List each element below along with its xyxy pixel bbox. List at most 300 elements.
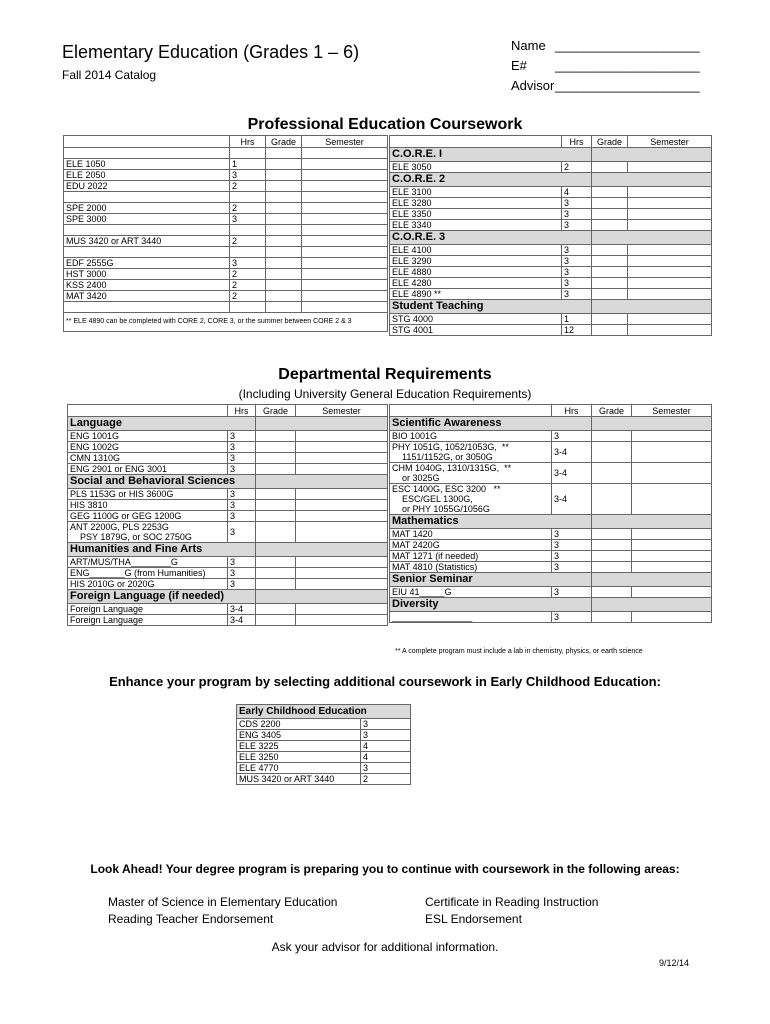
semester-cell[interactable]	[302, 214, 388, 225]
grade-cell[interactable]	[592, 187, 628, 198]
hours-cell: 3	[228, 453, 256, 464]
grade-cell[interactable]	[592, 540, 632, 551]
table-row	[390, 431, 712, 442]
section-blank	[592, 300, 712, 314]
course-cell	[68, 442, 228, 453]
semester-cell[interactable]	[628, 325, 712, 336]
semester-cell[interactable]	[296, 511, 388, 522]
course-cell	[390, 209, 562, 220]
semester-cell[interactable]	[632, 587, 712, 598]
col-grade: Grade	[266, 136, 302, 148]
course-cell	[68, 500, 228, 511]
hours-cell: 3	[552, 431, 592, 442]
course-cell	[390, 551, 552, 562]
table-row	[390, 540, 712, 551]
section-header	[390, 148, 712, 162]
table-row	[64, 258, 388, 269]
semester-cell[interactable]	[628, 209, 712, 220]
col-grade: Grade	[592, 136, 628, 148]
semester-cell[interactable]	[302, 236, 388, 247]
table-row	[237, 719, 411, 730]
table-row	[64, 291, 388, 302]
semester-cell[interactable]	[296, 522, 388, 543]
semester-cell[interactable]	[628, 187, 712, 198]
section-title: Scientific Awareness	[390, 417, 592, 431]
semester-cell[interactable]	[632, 540, 712, 551]
course-name: HST 3000	[66, 269, 107, 279]
grade-cell[interactable]	[256, 604, 296, 615]
table-row	[68, 604, 388, 615]
catalog-year: Fall 2014 Catalog	[62, 68, 157, 82]
hours-cell: 3	[562, 256, 592, 267]
course-cell	[64, 225, 230, 236]
course-name: BIO 1001G	[392, 431, 438, 441]
semester-cell[interactable]	[302, 280, 388, 291]
table-row	[390, 267, 712, 278]
hours-cell	[230, 148, 266, 159]
course-cell	[68, 604, 228, 615]
grade-cell[interactable]	[266, 280, 302, 291]
section-blank	[256, 475, 388, 489]
table-row	[68, 431, 388, 442]
course-cell	[64, 280, 230, 291]
course-cell	[390, 289, 562, 300]
col-semester: Semester	[628, 136, 712, 148]
section-title: Mathematics	[390, 515, 592, 529]
course-cell	[64, 302, 230, 313]
table-row	[237, 774, 411, 785]
course-name: SPE 3000	[66, 214, 107, 224]
course-cell: MUS 3420 or ART 3440	[237, 774, 361, 785]
course-name: MAT 1271 (if needed)	[392, 551, 479, 561]
section-title: Senior Seminar	[390, 573, 592, 587]
course-cell	[64, 159, 230, 170]
hours-cell: 2	[230, 236, 266, 247]
table-header	[390, 405, 712, 417]
grade-cell[interactable]	[592, 431, 632, 442]
course-name: EDF 2555G	[66, 258, 114, 268]
course-name: ESC 1400G, ESC 3200 **	[392, 484, 501, 494]
col-grade: Grade	[592, 405, 632, 417]
table-row	[390, 278, 712, 289]
semester-cell[interactable]	[628, 162, 712, 173]
grade-cell[interactable]	[592, 529, 632, 540]
departmental-subheading: (Including University General Education Requirements)	[238, 387, 532, 401]
course-cell: ELE 3250	[237, 752, 361, 763]
professional-left-table	[63, 135, 388, 332]
semester-cell[interactable]	[632, 442, 712, 463]
course-name: PLS 1153G or HIS 3600G	[70, 489, 174, 499]
course-cell	[68, 489, 228, 500]
section-header	[390, 573, 712, 587]
table-row	[68, 522, 388, 543]
semester-cell[interactable]	[296, 489, 388, 500]
grade-cell[interactable]	[592, 551, 632, 562]
grade-cell[interactable]	[266, 192, 302, 203]
course-cell	[390, 267, 562, 278]
name-field[interactable]	[511, 36, 700, 56]
semester-cell[interactable]	[632, 612, 712, 623]
grade-cell[interactable]	[592, 220, 628, 231]
section-blank	[592, 417, 712, 431]
course-cell	[68, 431, 228, 442]
course-name: PHY 1051G, 1052/1053G, **	[392, 442, 509, 452]
table-row	[390, 484, 712, 515]
grade-cell[interactable]	[592, 289, 628, 300]
section-header	[237, 705, 411, 719]
section-blank	[256, 417, 388, 431]
course-cell	[64, 247, 230, 258]
grade-cell[interactable]	[592, 278, 628, 289]
grade-cell[interactable]	[266, 236, 302, 247]
table-row	[390, 256, 712, 267]
semester-cell[interactable]	[296, 557, 388, 568]
name-label: Name	[511, 38, 546, 53]
course-cell	[390, 442, 552, 463]
semester-cell[interactable]	[296, 464, 388, 475]
course-name: ELE 3340	[392, 220, 432, 230]
grade-cell[interactable]	[266, 214, 302, 225]
table-row	[64, 225, 388, 236]
grade-cell[interactable]	[266, 159, 302, 170]
advisor-label: Advisor	[511, 78, 555, 93]
table-row	[68, 568, 388, 579]
hours-cell: 3	[552, 540, 592, 551]
course-name: ELE 4880	[392, 267, 432, 277]
grade-cell[interactable]	[256, 511, 296, 522]
grade-cell[interactable]	[266, 291, 302, 302]
grade-cell[interactable]	[256, 431, 296, 442]
course-cell	[390, 325, 562, 336]
course-cell	[390, 220, 562, 231]
grade-cell[interactable]	[266, 170, 302, 181]
hours-cell: 3-4	[228, 615, 256, 626]
lookahead-item: Reading Teacher Endorsement	[108, 912, 274, 926]
section-title: C.O.R.E. 3	[390, 231, 592, 245]
course-cell	[68, 557, 228, 568]
course-name: MAT 3420	[66, 291, 107, 301]
table-row	[64, 214, 388, 225]
semester-cell[interactable]	[628, 278, 712, 289]
semester-cell[interactable]	[632, 529, 712, 540]
semester-cell[interactable]	[302, 170, 388, 181]
course-name: ESC/GEL 1300G,	[392, 494, 473, 504]
grade-cell[interactable]	[592, 267, 628, 278]
section-blank	[592, 598, 712, 612]
table-row	[390, 289, 712, 300]
course-name: ________________	[392, 612, 473, 622]
semester-cell[interactable]	[632, 551, 712, 562]
section-title: C.O.R.E. I	[390, 148, 592, 162]
semester-cell[interactable]	[302, 225, 388, 236]
course-name: MAT 1420	[392, 529, 433, 539]
course-name: 1151/1152G, or 3050G	[392, 452, 493, 462]
course-name: Foreign Language	[70, 604, 144, 614]
hours-cell: 12	[562, 325, 592, 336]
semester-cell[interactable]	[302, 291, 388, 302]
enumber-field[interactable]	[511, 56, 700, 76]
course-name: STG 4001	[392, 325, 434, 335]
grade-cell[interactable]	[592, 256, 628, 267]
hours-cell: 3	[230, 214, 266, 225]
course-cell	[390, 187, 562, 198]
section-title: Humanities and Fine Arts	[68, 543, 256, 557]
section-title: C.O.R.E. 2	[390, 173, 592, 187]
table-row	[390, 463, 712, 484]
course-name: or PHY 1055G/1056G	[392, 504, 490, 514]
semester-cell[interactable]	[296, 568, 388, 579]
hours-cell: 3	[228, 568, 256, 579]
col-hrs: Hrs	[228, 405, 256, 417]
course-name: ELE 3350	[392, 209, 432, 219]
hours-cell	[230, 192, 266, 203]
table-row	[64, 181, 388, 192]
grade-cell[interactable]	[592, 245, 628, 256]
hours-cell: 2	[562, 162, 592, 173]
hours-cell: 3-4	[552, 484, 592, 515]
course-name: SPE 2000	[66, 203, 107, 213]
course-cell	[64, 258, 230, 269]
semester-cell[interactable]	[628, 256, 712, 267]
hours-cell: 3	[228, 557, 256, 568]
grade-cell[interactable]	[266, 247, 302, 258]
grade-cell[interactable]	[256, 557, 296, 568]
semester-cell[interactable]	[302, 302, 388, 313]
semester-cell[interactable]	[296, 615, 388, 626]
hours-cell: 2	[361, 774, 411, 785]
hours-cell: 3	[562, 278, 592, 289]
course-name: ELE 3050	[392, 162, 432, 172]
course-cell: ELE 3225	[237, 741, 361, 752]
table-row	[64, 302, 388, 313]
section-blank	[592, 231, 712, 245]
grade-cell[interactable]	[266, 302, 302, 313]
table-row	[64, 148, 388, 159]
table-row	[68, 464, 388, 475]
hours-cell: 2	[230, 280, 266, 291]
departmental-right-table	[389, 404, 712, 623]
section-blank	[592, 148, 712, 162]
semester-cell[interactable]	[628, 267, 712, 278]
semester-cell[interactable]	[296, 431, 388, 442]
course-cell	[68, 568, 228, 579]
section-title: Foreign Language (if needed)	[68, 590, 256, 604]
semester-cell[interactable]	[296, 453, 388, 464]
course-cell	[390, 463, 552, 484]
course-cell	[390, 587, 552, 598]
course-name: HIS 2010G or 2020G	[70, 579, 155, 589]
hours-cell: 3	[228, 442, 256, 453]
section-header	[68, 475, 388, 489]
course-cell	[64, 236, 230, 247]
grade-cell[interactable]	[256, 489, 296, 500]
table-row	[64, 192, 388, 203]
course-cell	[390, 256, 562, 267]
course-cell	[390, 529, 552, 540]
course-name: STG 4000	[392, 314, 434, 324]
semester-cell[interactable]	[628, 314, 712, 325]
grade-cell[interactable]	[256, 579, 296, 590]
advisor-blank: ____________________	[555, 78, 700, 93]
grade-cell[interactable]	[592, 463, 632, 484]
table-row	[390, 587, 712, 598]
grade-cell[interactable]	[266, 181, 302, 192]
semester-cell[interactable]	[632, 562, 712, 573]
course-name: PSY 1879G, or SOC 2750G	[70, 532, 192, 542]
hours-cell: 3	[228, 464, 256, 475]
section-title: Diversity	[390, 598, 592, 612]
professional-footnote: ** ELE 4890 can be completed with CORE 2, CORE 3, or the summer between CORE 2 & 3	[64, 313, 388, 332]
hours-cell: 3	[562, 289, 592, 300]
semester-cell[interactable]	[296, 604, 388, 615]
grade-cell[interactable]	[256, 568, 296, 579]
grade-cell[interactable]	[266, 225, 302, 236]
table-row	[64, 280, 388, 291]
course-cell	[64, 269, 230, 280]
early-childhood-table	[236, 704, 411, 785]
course-name: ENG 1002G	[70, 442, 120, 452]
course-cell	[390, 562, 552, 573]
section-title: Language	[68, 417, 256, 431]
table-row	[68, 442, 388, 453]
course-cell	[390, 278, 562, 289]
course-name: MAT 2420G	[392, 540, 440, 550]
semester-cell[interactable]	[296, 500, 388, 511]
table-row	[68, 579, 388, 590]
grade-cell[interactable]	[592, 325, 628, 336]
hours-cell: 3	[230, 258, 266, 269]
course-name: ELE 4100	[392, 245, 432, 255]
semester-cell[interactable]	[302, 192, 388, 203]
advisor-note: Ask your advisor for additional information.	[271, 940, 499, 954]
semester-cell[interactable]	[302, 148, 388, 159]
course-name: MUS 3420 or ART 3440	[66, 236, 162, 246]
table-row	[68, 511, 388, 522]
semester-cell[interactable]	[302, 159, 388, 170]
advisor-field[interactable]	[511, 76, 700, 96]
hours-cell: 3-4	[552, 463, 592, 484]
grade-cell[interactable]	[256, 464, 296, 475]
section-header	[68, 417, 388, 431]
grade-cell[interactable]	[266, 148, 302, 159]
grade-cell[interactable]	[592, 587, 632, 598]
table-row	[237, 752, 411, 763]
grade-cell[interactable]	[592, 612, 632, 623]
grade-cell[interactable]	[592, 198, 628, 209]
table-row	[390, 325, 712, 336]
grade-cell[interactable]	[256, 615, 296, 626]
hours-cell: 3	[361, 763, 411, 774]
lookahead-left-list	[108, 894, 337, 928]
semester-cell[interactable]	[302, 181, 388, 192]
course-name: Foreign Language	[70, 615, 144, 625]
table-row	[68, 615, 388, 626]
semester-cell[interactable]	[632, 484, 712, 515]
semester-cell[interactable]	[628, 198, 712, 209]
hours-cell: 2	[230, 269, 266, 280]
semester-cell[interactable]	[302, 258, 388, 269]
grade-cell[interactable]	[266, 203, 302, 214]
course-name: GEG 1100G or GEG 1200G	[70, 511, 182, 521]
table-row	[390, 220, 712, 231]
course-name: ENG 2901 or ENG 3001	[70, 464, 168, 474]
semester-cell[interactable]	[302, 269, 388, 280]
semester-cell[interactable]	[632, 463, 712, 484]
grade-cell[interactable]	[592, 314, 628, 325]
table-row	[237, 730, 411, 741]
grade-cell[interactable]	[256, 453, 296, 464]
enumber-blank: ____________________	[555, 58, 700, 73]
hours-cell: 3	[552, 529, 592, 540]
grade-cell[interactable]	[592, 162, 628, 173]
grade-cell[interactable]	[266, 269, 302, 280]
grade-cell[interactable]	[592, 484, 632, 515]
grade-cell[interactable]	[592, 442, 632, 463]
table-row	[64, 247, 388, 258]
grade-cell[interactable]	[266, 258, 302, 269]
semester-cell[interactable]	[296, 579, 388, 590]
course-cell	[390, 540, 552, 551]
hours-cell: 2	[230, 181, 266, 192]
course-cell	[68, 615, 228, 626]
semester-cell[interactable]	[628, 245, 712, 256]
enhance-heading: Enhance your program by selecting additional coursework in Early Childhood Education:	[109, 674, 661, 689]
table-row	[390, 209, 712, 220]
course-name: ENG_______G (from Humanities)	[70, 568, 206, 578]
hours-cell: 3	[228, 579, 256, 590]
grade-cell[interactable]	[256, 442, 296, 453]
grade-cell[interactable]	[592, 209, 628, 220]
lookahead-heading: Look Ahead! Your degree program is preparing you to continue with coursework in the following areas:	[90, 862, 680, 876]
course-cell	[390, 484, 552, 515]
semester-cell[interactable]	[302, 203, 388, 214]
col-semester: Semester	[632, 405, 712, 417]
semester-cell[interactable]	[628, 220, 712, 231]
semester-cell[interactable]	[296, 442, 388, 453]
semester-cell[interactable]	[628, 289, 712, 300]
table-row	[390, 245, 712, 256]
hours-cell: 3	[228, 511, 256, 522]
course-name: MAT 4810 (Statistics)	[392, 562, 478, 572]
hours-cell	[230, 302, 266, 313]
hours-cell	[230, 247, 266, 258]
course-cell	[64, 203, 230, 214]
table-row	[64, 159, 388, 170]
course-cell	[64, 181, 230, 192]
course-name: EDU 2022	[66, 181, 108, 191]
course-name: CMN 1310G	[70, 453, 121, 463]
grade-cell[interactable]	[592, 562, 632, 573]
departmental-heading: Departmental Requirements	[278, 366, 492, 383]
col-semester: Semester	[302, 136, 388, 148]
section-header	[390, 231, 712, 245]
departmental-left-table	[67, 404, 388, 626]
grade-cell[interactable]	[256, 522, 296, 543]
course-cell	[64, 214, 230, 225]
course-name: ELE 4280	[392, 278, 432, 288]
table-row	[390, 162, 712, 173]
semester-cell[interactable]	[632, 431, 712, 442]
table-row	[64, 170, 388, 181]
section-title: Student Teaching	[390, 300, 592, 314]
course-name: ELE 3100	[392, 187, 432, 197]
grade-cell[interactable]	[256, 500, 296, 511]
course-cell	[68, 579, 228, 590]
table-row	[390, 529, 712, 540]
semester-cell[interactable]	[302, 247, 388, 258]
early-childhood-title: Early Childhood Education	[237, 705, 411, 719]
hours-cell	[230, 225, 266, 236]
